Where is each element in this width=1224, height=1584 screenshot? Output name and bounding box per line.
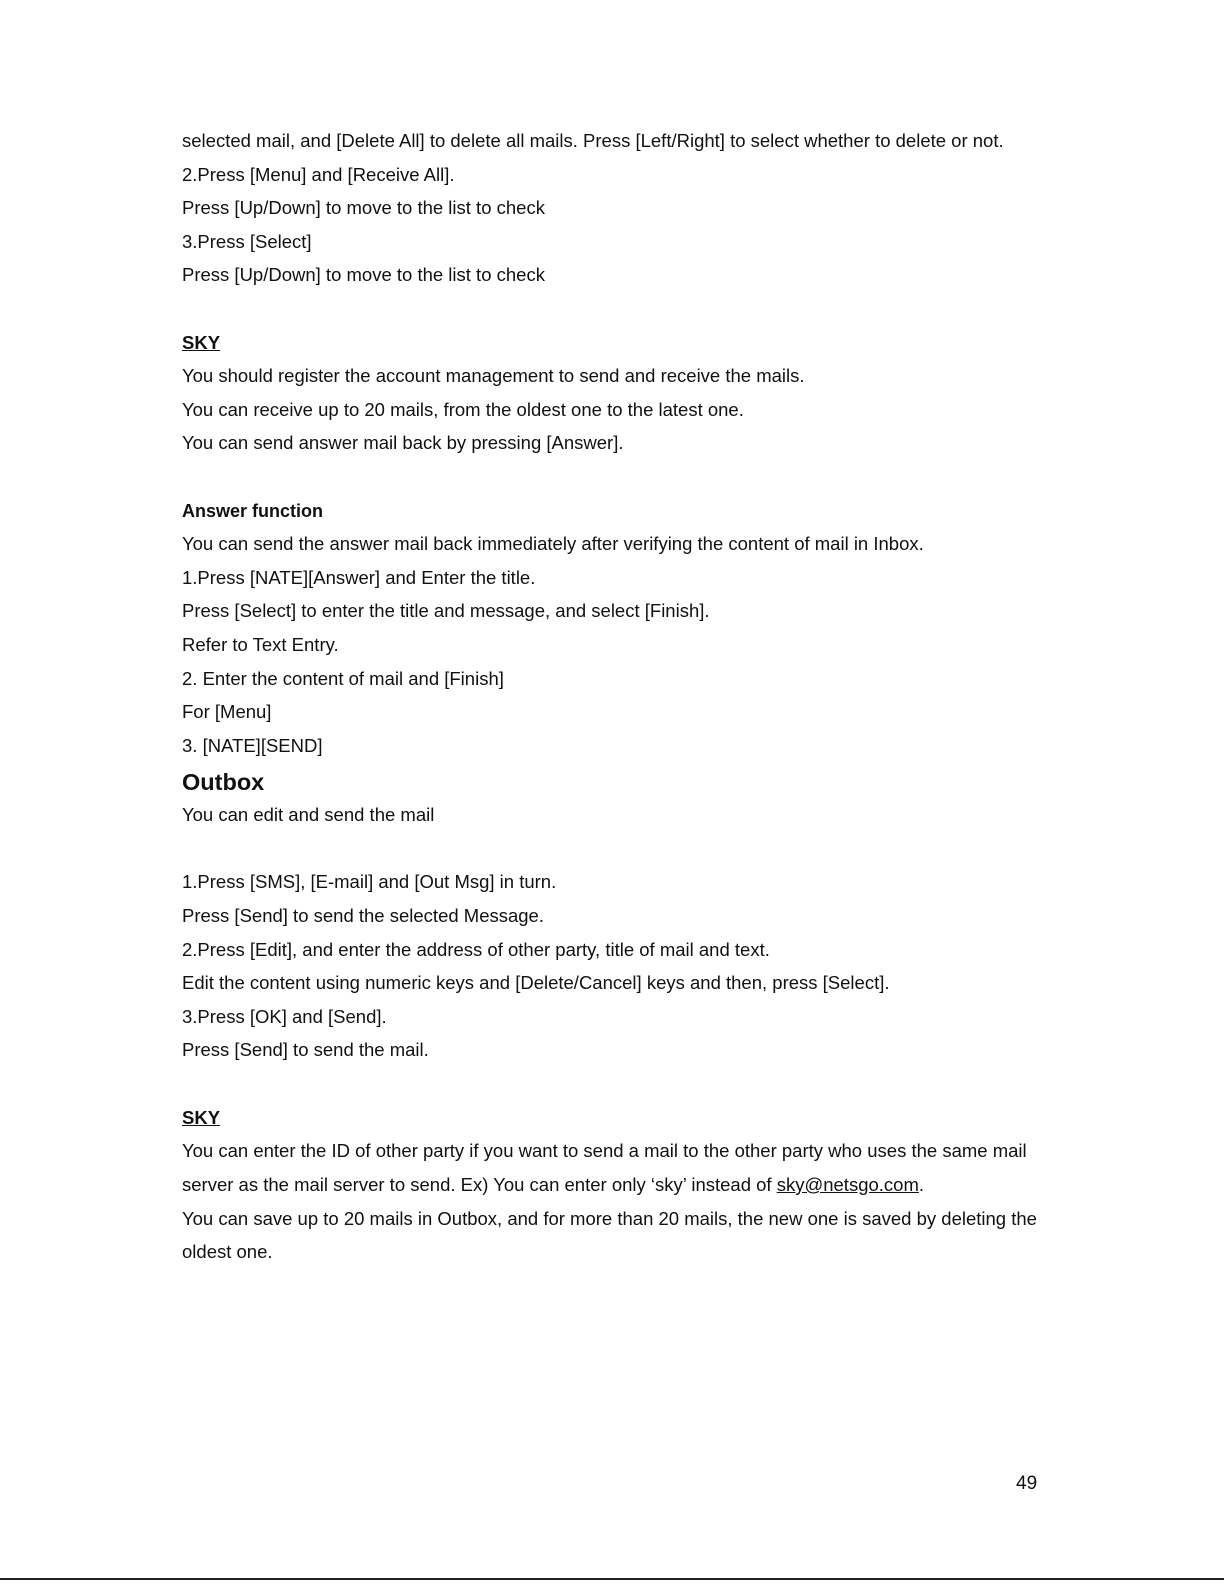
mailbox-step-line: Press [Up/Down] to move to the list to check [182,197,545,219]
answer-function-line: 2. Enter the content of mail and [Finish] [182,667,504,689]
answer-function-line: You can send the answer mail back immediately after verifying the content of mail in Inbox. [182,533,924,555]
outbox-step-line: Edit the content using numeric keys and [Delete/Cancel] keys and then, press [Select]. [182,972,890,994]
sky-note-paragraph [182,1134,1042,1201]
spacer [182,1072,1042,1106]
outbox-step-line: 2.Press [Edit], and enter the address of other party, title of mail and text. [182,938,770,960]
spacer [182,297,1042,331]
spacer [182,465,1042,499]
outbox-step-line: 3.Press [OK] and [Send]. [182,1005,387,1027]
sky-note-period: . [918,1174,925,1196]
answer-function-line: Press [Select] to enter the title and message, and select [Finish]. [182,600,710,622]
answer-function-line: 3. [NATE][SEND] [182,734,323,756]
email-link[interactable]: sky@netsgo.com [776,1174,919,1196]
outbox-intro: You can edit and send the mail [182,804,435,826]
sky-note-text: You can enter the ID of other party if you want to send a mail to the other party who uses the same mail server as the mail server to send. Ex) You can enter only ‘sky’ instead of [182,1140,1027,1196]
page-bottom-rule [0,1578,1224,1580]
sky-note-paragraph: You can save up to 20 mails in Outbox, and for more than 20 mails, the new one is saved by deleting the oldest one. [182,1207,1037,1263]
sky-note-line: You can receive up to 20 mails, from the oldest one to the latest one. [182,398,744,420]
answer-function-line: For [Menu] [182,701,272,723]
outbox-heading: Outbox [182,769,265,796]
outbox-step-line: Press [Send] to send the selected Message. [182,905,544,927]
sky-note-line: You should register the account management to send and receive the mails. [182,365,805,387]
answer-function-line: Refer to Text Entry. [182,633,339,655]
answer-function-heading: Answer function [182,500,324,521]
mailbox-step-line: 3.Press [Select] [182,230,312,252]
mailbox-step-line: selected mail, and [Delete All] to delete all mails. Press [Left/Right] to select whether to delete or not. [182,130,1004,151]
mailbox-step-line: 2.Press [Menu] and [Receive All]. [182,163,455,185]
sky-note-label: SKY [182,331,221,353]
outbox-step-line: 1.Press [SMS], [E-mail] and [Out Msg] in turn. [182,871,557,893]
spacer [182,837,1042,871]
mailbox-step-line: Press [Up/Down] to move to the list to check [182,264,545,286]
answer-function-line: 1.Press [NATE][Answer] and Enter the title. [182,566,536,588]
sky-note-line: You can send answer mail back by pressing [Answer]. [182,432,624,454]
manual-page-body [182,129,1042,1274]
page-number: 49 [1016,1473,1038,1494]
outbox-step-line: Press [Send] to send the mail. [182,1039,429,1061]
sky-note-label: SKY [182,1106,221,1128]
